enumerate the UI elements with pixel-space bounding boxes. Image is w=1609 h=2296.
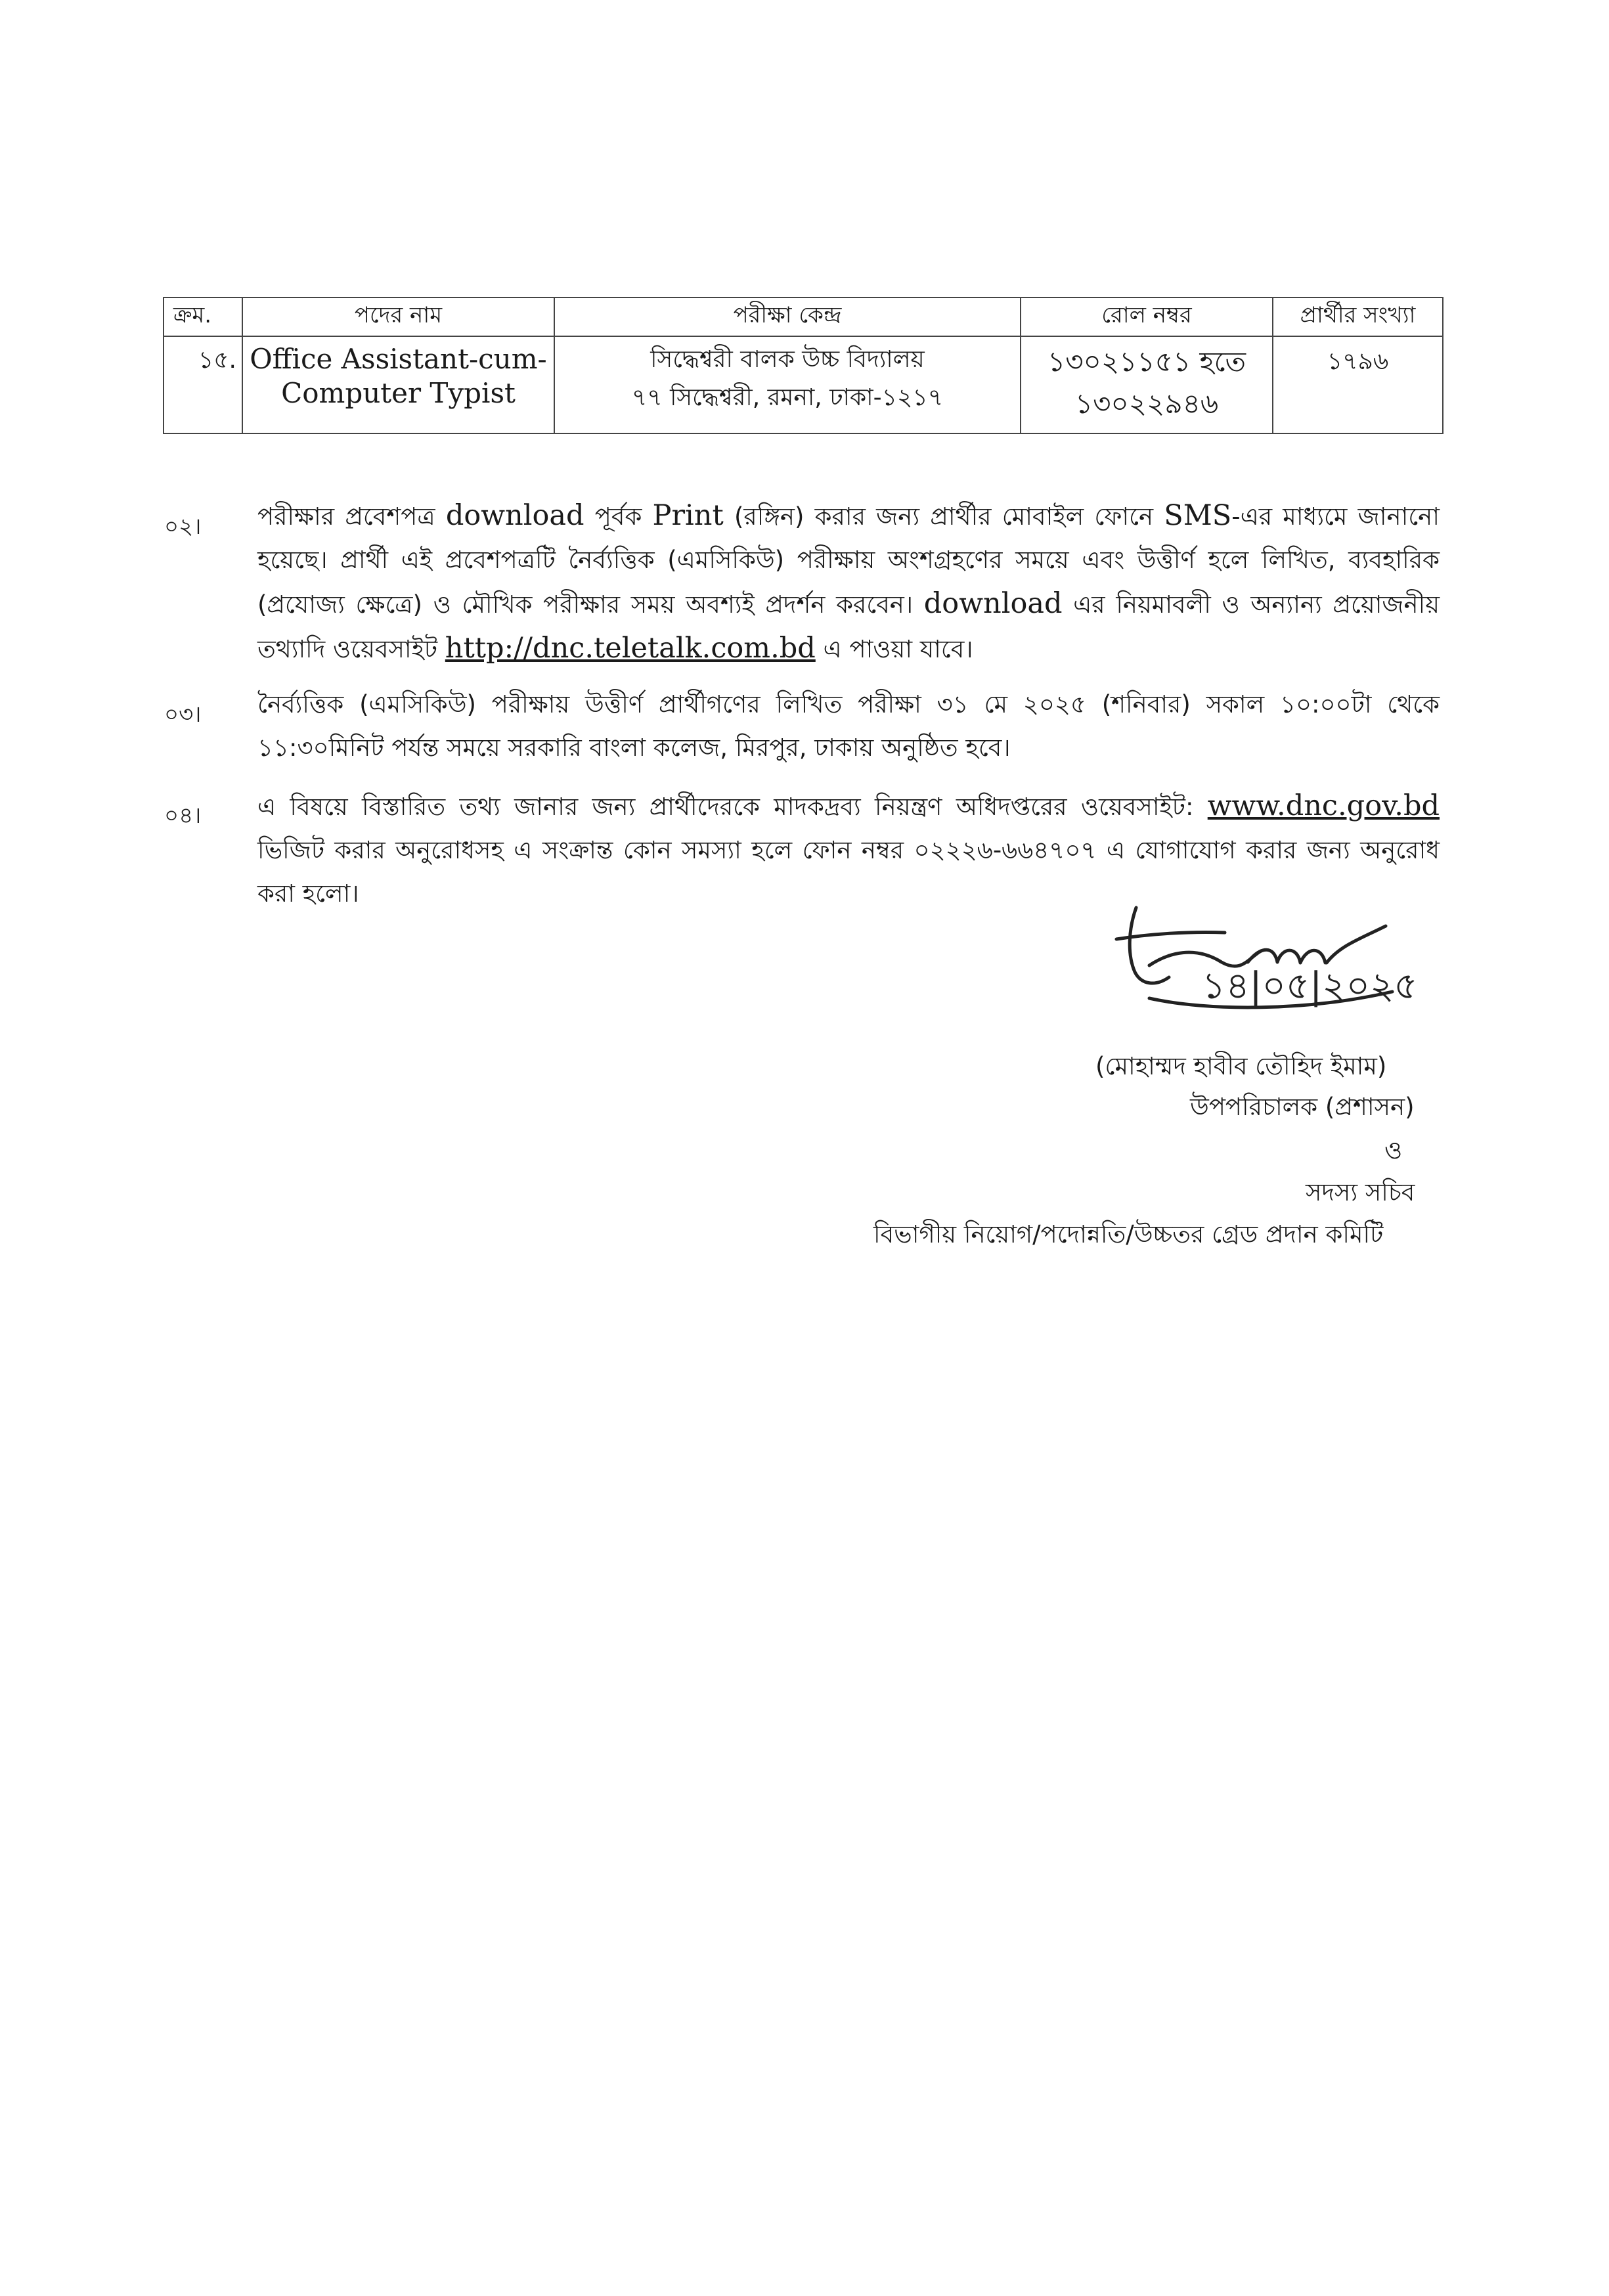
text-segment: এ পাওয়া যাবে। xyxy=(815,635,973,663)
exam-center-table xyxy=(163,297,1444,434)
paragraph-text xyxy=(257,494,1440,671)
signatory-designation: উপপরিচালক (প্রশাসন) xyxy=(1190,1093,1415,1121)
post-name-line-1: Office Assistant-cum- xyxy=(250,343,547,375)
committee-name: বিভাগীয় নিয়োগ/পদোন্নতি/উচ্চতর গ্রেড প্রদান কমিটি xyxy=(873,1220,1384,1248)
text-download: download xyxy=(923,587,1063,620)
text-download: download xyxy=(445,499,584,532)
cell-serial: ১৫. xyxy=(164,336,242,433)
exam-center-name: সিদ্ধেশ্বরী বালক উচ্চ বিদ্যালয় xyxy=(650,346,925,373)
cell-candidate-count: ১৭৯৬ xyxy=(1273,336,1443,433)
member-secretary: সদস্য সচিব xyxy=(1306,1178,1415,1206)
text-segment: (রঙ্গিন) করার জন্য প্রার্থীর মোবাইল ফোনে xyxy=(723,502,1164,531)
table-header-row xyxy=(164,298,1443,336)
teletalk-website-link[interactable]: http://dnc.teletalk.com.bd xyxy=(445,632,816,665)
cell-roll-number xyxy=(1021,336,1273,433)
header-exam-center: পরীক্ষা কেন্দ্র xyxy=(554,298,1021,336)
text-segment: পূর্বক xyxy=(584,502,653,531)
paragraph-number: ০৪। xyxy=(164,803,202,829)
header-post-name: পদের নাম xyxy=(242,298,554,336)
header-roll-number: রোল নম্বর xyxy=(1021,298,1273,336)
post-name-line-2: Computer Typist xyxy=(281,377,516,409)
header-candidate-count: প্রার্থীর সংখ্যা xyxy=(1273,298,1443,336)
text-segment: এর নিয়মাবলী ও অন্যান্য প্রয়োজনীয় তথ্যাদি ওয়েবসাইট xyxy=(257,590,1440,663)
exam-center-address: ৭৭ সিদ্ধেশ্বরী, রমনা, ঢাকা-১২১৭ xyxy=(631,384,944,411)
conjunction-and: ও xyxy=(1384,1136,1403,1164)
paragraph-number: ০৩। xyxy=(164,701,202,728)
text-segment: ভিজিট করার অনুরোধসহ এ সংক্রান্ত কোন সমস্যা হলে ফোন নম্বর ০২২২৬-৬৬৪৭০৭ এ যোগাযোগ করার জন্য অনুরোধ করা হলো। xyxy=(257,836,1440,908)
text-print: Print xyxy=(652,499,724,532)
signatory-name: (মোহাম্মদ হাবীব তৌহিদ ইমাম) xyxy=(1095,1052,1387,1080)
cell-post-name xyxy=(242,336,554,433)
cell-exam-center xyxy=(554,336,1021,433)
handwritten-date: ১৪|০৫|২০২৫ xyxy=(1202,965,1418,1007)
dnc-website-link[interactable]: www.dnc.gov.bd xyxy=(1207,789,1440,822)
table-row xyxy=(164,336,1443,433)
header-serial: ক্রম. xyxy=(164,298,242,336)
text-segment: -এর মাধ্যমে জানানো হয়েছে। প্রার্থী এই প্রবেশপত্রটি নৈর্ব্যত্তিক (এমসিকিউ) পরীক্ষায় অংশগ্রহণের সময়ে এবং উত্তীর্ণ হলে লিখিত, ব্যবহারিক (প্রযোজ্য ক্ষেত্রে) ও মৌখিক পরীক্ষার সময় অবশ্যই প্রদর্শন করবেন। xyxy=(257,502,1440,619)
text-sms: SMS xyxy=(1164,499,1232,532)
paragraph-text: নৈর্ব্যত্তিক (এমসিকিউ) পরীক্ষায় উত্তীর্ণ প্রার্থীগণের লিখিত পরীক্ষা ৩১ মে ২০২৫ (শনিবার) সকাল ১০:০০টা থেকে ১১:৩০মিনিট পর্যন্ত সময়ে সরকারি বাংলা কলেজ, মিরপুর, ঢাকায় অনুষ্ঠিত হবে। xyxy=(257,690,1440,762)
text-segment: পরীক্ষার প্রবেশপত্র xyxy=(257,502,446,531)
paragraph-text xyxy=(257,784,1440,916)
roll-to: ১৩০২২৯৪৬ xyxy=(1074,387,1219,420)
roll-from: ১৩০২১১৫১ হতে xyxy=(1047,345,1246,378)
paragraph-number: ০২। xyxy=(164,514,202,540)
text-segment: এ বিষয়ে বিস্তারিত তথ্য জানার জন্য প্রার্থীদেরকে মাদকদ্রব্য নিয়ন্ত্রণ অধিদপ্তরের ওয়েবসাইট: xyxy=(257,793,1208,821)
handwritten-signature xyxy=(1110,900,1451,1038)
